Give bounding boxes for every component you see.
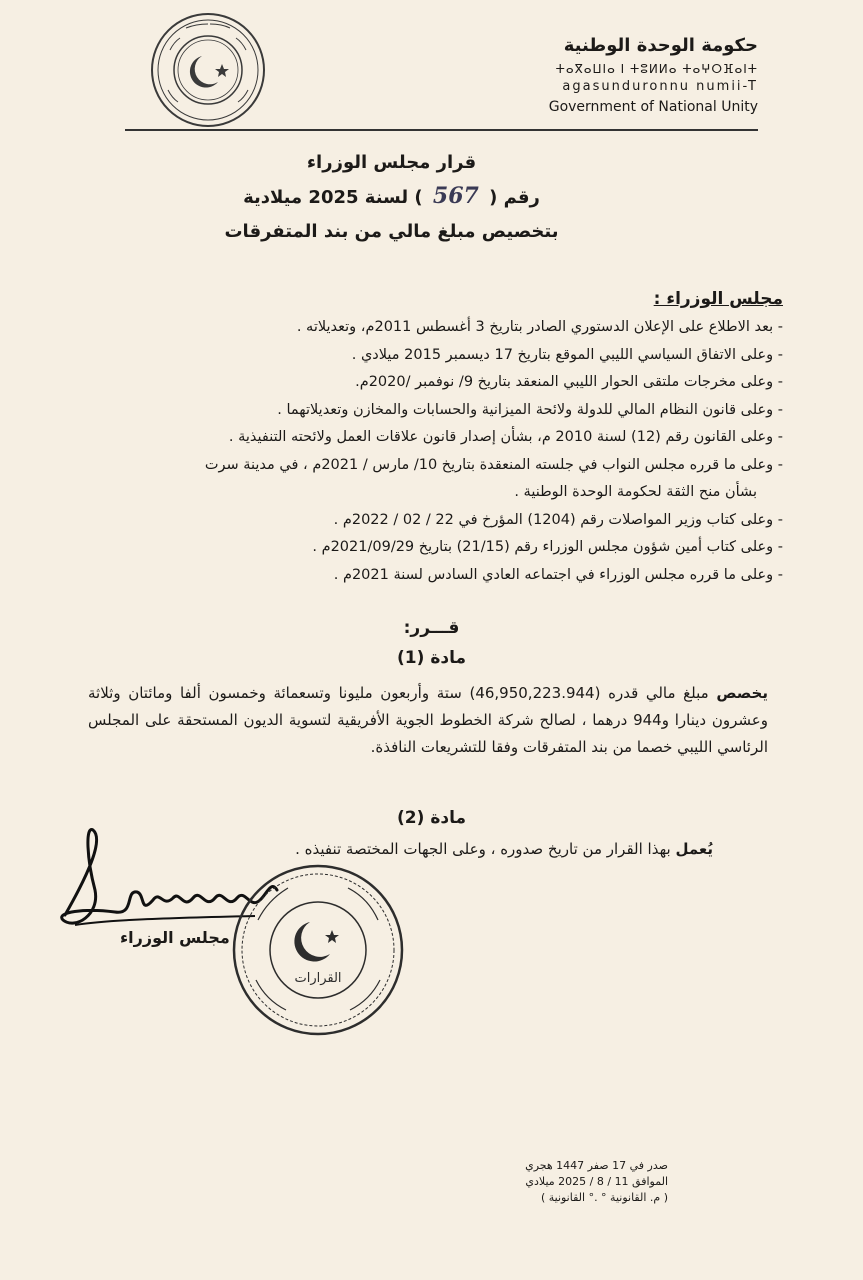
article-1-heading: مادة (1): [397, 648, 466, 668]
preamble-item: - وعلى قانون النظام المالي للدولة ولائحة الميزانية والحسابات والمخازن وتعديلاتهما .: [277, 401, 783, 418]
preamble-item: - وعلى القانون رقم (12) لسنة 2010 م، بشأن إصدار قانون علاقات العمل ولائحته التنفيذية .: [228, 429, 783, 445]
preamble-item-continuation: بشأن منح الثقة لحكومة الوحدة الوطنية .: [514, 484, 757, 500]
signature-label: مجلس الوزراء: [120, 928, 230, 947]
preamble-item: - وعلى ما قرره مجلس النواب في جلسته المنعقدة بتاريخ 10/ مارس / 2021م ، في مدينة سرت: [204, 456, 783, 473]
title-number-line: [120, 183, 663, 209]
article-1-body: [88, 680, 768, 761]
title-subject: بتخصيص مبلغ مالي من بند المتفرقات: [224, 221, 559, 242]
decided-heading: قـــرر:: [403, 618, 460, 638]
council-heading: مجلس الوزراء :: [653, 289, 783, 309]
preamble-item: - وعلى كتاب وزير المواصلات رقم (1204) المؤرخ في 22 / 02 / 2022م .: [333, 511, 783, 528]
preamble-item: - وعلى مخرجات ملتقى الحوار الليبي المنعقد بتاريخ 9/ نوفمبر /2020م.: [355, 374, 783, 390]
article-1-lead: يخصص: [716, 684, 768, 702]
letterhead-english: Government of National Unity: [548, 99, 758, 116]
title-line-1: قرار مجلس الوزراء: [306, 152, 477, 173]
preamble-item: - وعلى ما قرره مجلس الوزراء في اجتماعه العادي السادس لسنة 2021م .: [333, 566, 783, 583]
issue-date-note: [525, 1158, 668, 1206]
decision-number: 567: [432, 183, 479, 209]
article-1-text: مبلغ مالي قدره (46,950,223.944) ستة وأربعون مليونا وتسعمائة وخمسون ألفا ومائتان وثلاثة وعشرون دينارا و944 درهما ، لصالح شركة الخطوط الجوية الأفريقية لتسوية الديون المستحقة على المجلس الرئاسي الليبي خصما من بند المتفرقات وفقا للتشريعات النافذة.: [88, 684, 768, 756]
number-prefix: رقم (: [489, 187, 540, 208]
issue-date-hijri: صدر في 17 صفر 1447 هجري: [525, 1159, 668, 1172]
letterhead-tifinagh: ⵜⴰⴳⴰⵡⵏⴰ ⵏ ⵜⵓⵍⵍⴰ ⵜⴰⵖⵔⴼⴰⵏⵜ: [555, 61, 758, 76]
issue-ref: ( م. القانونية ° .° القانونية ): [540, 1191, 668, 1204]
letterhead-latin: agasunduronnu numii-T: [562, 79, 758, 95]
article-2-text: بهذا القرار من تاريخ صدوره ، وعلى الجهات المختصة تنفيذه .: [295, 840, 676, 858]
letterhead-divider: [125, 129, 758, 131]
decision-title: [120, 152, 663, 242]
government-seal-icon: [148, 10, 268, 130]
letterhead-arabic: حكومة الوحدة الوطنية: [563, 35, 758, 56]
article-2-lead: يُعمل: [675, 840, 713, 858]
cabinet-seal-icon: [228, 860, 408, 1040]
number-suffix: ) لسنة 2025 ميلادية: [243, 187, 423, 208]
preamble-item: - وعلى الاتفاق السياسي الليبي الموقع بتاريخ 17 ديسمبر 2015 ميلادي .: [351, 346, 783, 363]
letterhead: [498, 36, 758, 116]
seal-caption: القرارات: [294, 971, 342, 986]
preamble-item: - بعد الاطلاع على الإعلان الدستوري الصادر بتاريخ 3 أغسطس 2011م، وتعديلاته .: [296, 319, 783, 335]
preamble-item: - وعلى كتاب أمين شؤون مجلس الوزراء رقم (21/15) بتاريخ 2021/09/29م .: [312, 539, 783, 555]
issue-date-gregorian: الموافق 11 / 8 / 2025 ميلادي: [525, 1175, 668, 1188]
preamble-list: [83, 314, 783, 589]
article-2-heading: مادة (2): [397, 808, 466, 828]
